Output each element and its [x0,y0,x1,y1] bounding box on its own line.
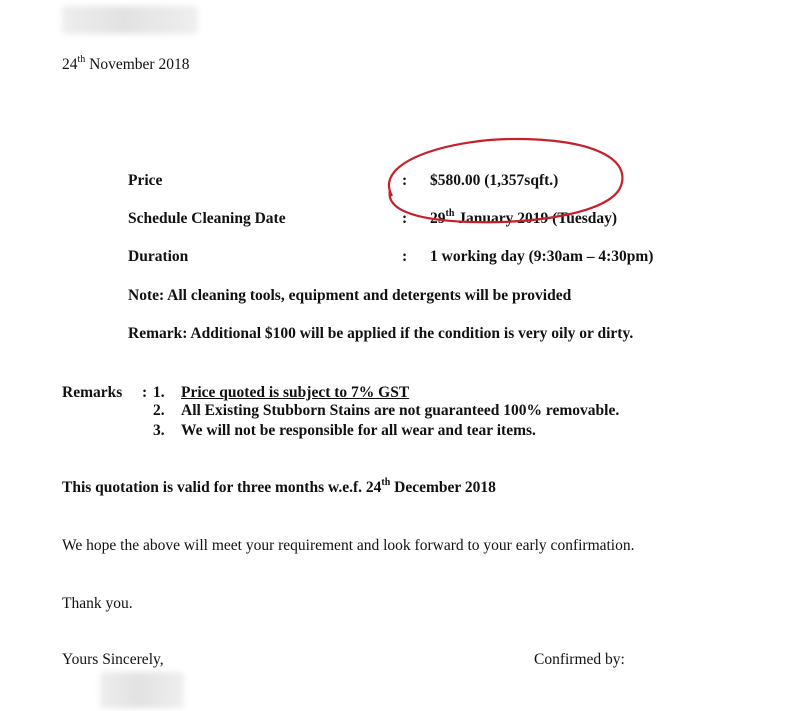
price-label: Price [128,172,163,189]
remark-item-1-num: 1. [153,384,165,401]
redacted-signature [100,672,184,708]
price-colon: : [402,172,408,189]
remark-item-3-text: We will not be responsible for all wear and tear items. [181,422,536,439]
price-value: $580.00 (1,357sqft.) [430,172,559,189]
schedule-colon: : [402,210,408,227]
remark-item-3-num: 3. [153,422,165,439]
remark-item-2-num: 2. [153,402,165,419]
schedule-rest: January 2019 (Tuesday) [454,210,618,227]
remark-item-1-text: Price quoted is subject to 7% GST [181,384,410,401]
thanks-line: Thank you. [62,595,133,612]
schedule-day: 29 [430,210,446,227]
validity-line [62,476,496,497]
remarks-heading: Remarks [62,384,123,401]
validity-before: This quotation is valid for three months w.e.f. 24 [62,479,382,496]
date-day: 24 [62,56,78,73]
remark-line: Remark: Additional $100 will be applied if the condition is very oily or dirty. [128,325,634,342]
schedule-value [430,207,618,228]
remarks-colon: : [142,384,148,401]
note-line: Note: All cleaning tools, equipment and detergents will be provided [128,287,572,304]
date-rest: November 2018 [85,56,190,73]
letter-date [62,53,190,74]
validity-after: December 2018 [390,479,496,496]
redacted-header [62,6,198,34]
duration-label: Duration [128,248,189,265]
date-suffix: th [77,53,86,65]
confirmed-by-label: Confirmed by: [534,651,625,668]
duration-colon: : [402,248,408,265]
schedule-label: Schedule Cleaning Date [128,210,286,227]
schedule-suffix: th [445,207,455,219]
signoff-line: Yours Sincerely, [62,651,164,668]
closing-line: We hope the above will meet your requirement and look forward to your early confirmation. [62,537,635,554]
duration-value: 1 working day (9:30am – 4:30pm) [430,248,654,265]
validity-suffix: th [381,476,391,488]
remark-item-2-text: All Existing Stubborn Stains are not guaranteed 100% removable. [181,402,620,419]
